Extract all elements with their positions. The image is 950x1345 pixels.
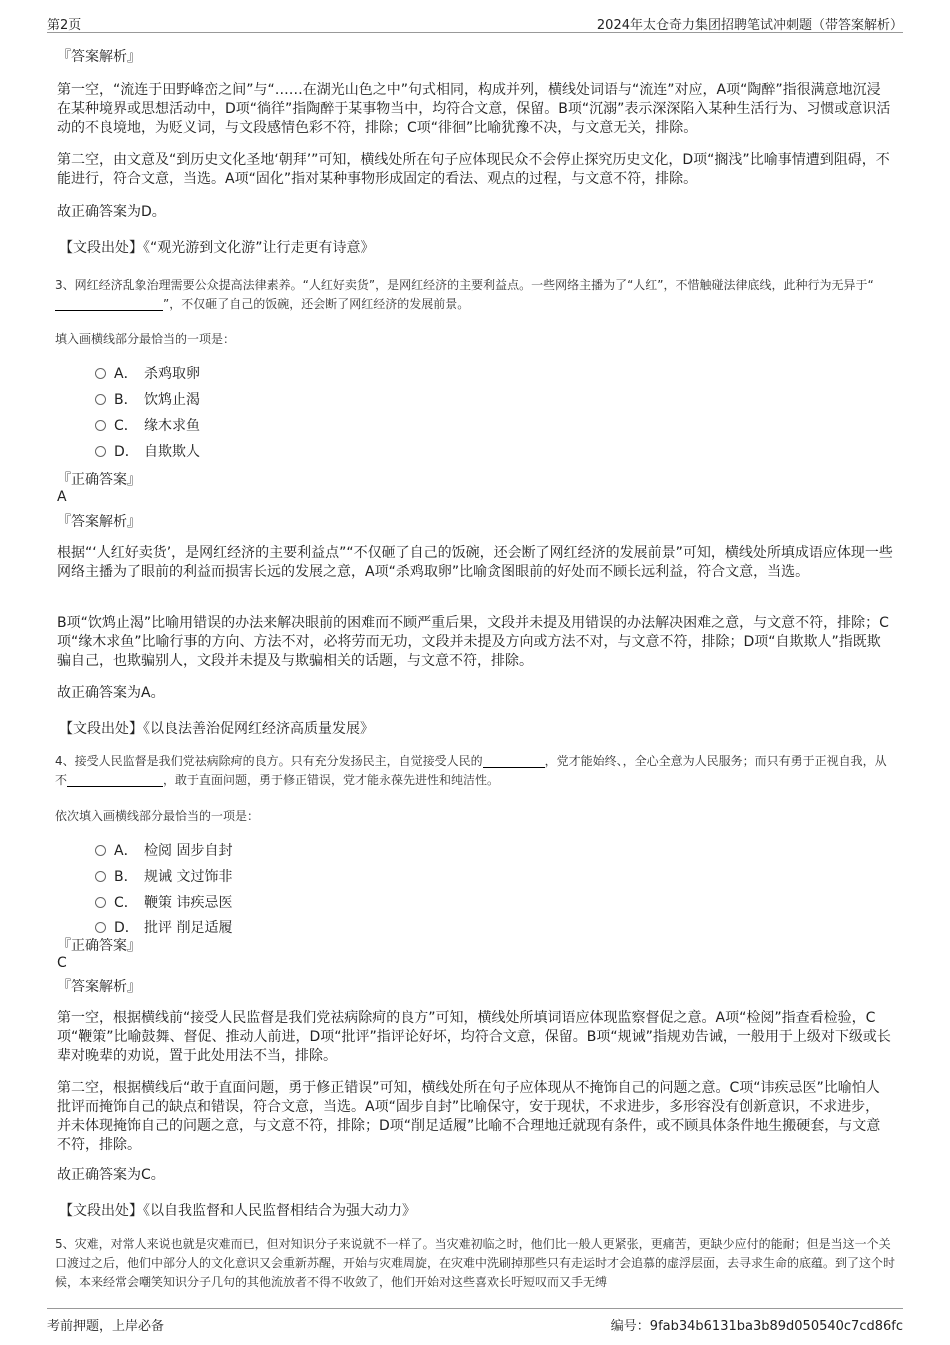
radio-icon[interactable] xyxy=(95,368,106,379)
q3-answer-label: 『正确答案』 xyxy=(57,472,141,488)
q4-analysis-para1: 第一空，根据横线前“接受人民监督是我们党祛病除疴的良方”可知，横线处所填词语应体现监察督促之意。A项“检阅”指查看检验，C项“鞭策”比喻鼓舞、督促、推动人前进，D项“批评”指评论好坏，均符合文意，保留。B项“规诫”指规劝告诫，一般用于上级对下级或长辈对晚辈的劝说，置于此处用法不当，排除。 xyxy=(57,1010,891,1064)
q4-answer: C xyxy=(57,955,67,971)
q5-stem: 5、灾难，对常人来说也就是灾难而已，但对知识分子来说就不一样了。当灾难初临之时，他们比一般人更紧张，更痛苦，更缺少应付的能耐；但是当这一个关口渡过之后，他们中部分人的文化意识又会重新苏醒，开始与灾难周旋，在灾难中洗刷掉那些只有走运时才会追慕的虚浮层面，去寻求生命的底蕴。到了这个时候，本来经常会嘲笑知识分子几句的其他流放者不得不收敛了，他们开始对这些喜欢长吁短叹而又手无缚 xyxy=(55,1237,896,1289)
q4-conclusion: 故正确答案为C。 xyxy=(57,1167,165,1183)
q3-option-a[interactable]: A． 杀鸡取卵 xyxy=(95,364,200,384)
q4-analysis-label: 『答案解析』 xyxy=(57,979,141,995)
radio-icon[interactable] xyxy=(95,871,106,882)
q3-blank xyxy=(55,298,163,311)
document-title: 2024年太仓奇力集团招聘笔试冲刺题（带答案解析） xyxy=(596,18,903,33)
q3-analysis-para1: 根据“‘人红好卖货’，是网红经济的主要利益点”“不仅砸了自己的饭碗，还会断了网红经济的发展前景”可知，横线处所填成语应体现一些网络主播为了眼前的利益而损害长远的发展之意，A项“杀鸡取卵”比喻贪图眼前的好处而不顾长远利益，符合文意，当选。 xyxy=(57,545,893,580)
q3-stem-part1: 3、网红经济乱象治理需要公众提高法律素养。“人红好卖货”，是网红经济的主要利益点。一些网络主播为了“人红”，不惜触碰法律底线，此种行为无异于“ xyxy=(55,278,874,292)
q2-analysis-label: 『答案解析』 xyxy=(57,49,141,65)
q3-answer: A xyxy=(57,489,67,505)
q3-instruction: 填入画横线部分最恰当的一项是： xyxy=(55,332,236,346)
q4-answer-label: 『正确答案』 xyxy=(57,938,141,954)
page-number: 第2页 xyxy=(47,18,82,33)
q3-option-b[interactable]: B． 饮鸩止渴 xyxy=(95,390,200,410)
q2-analysis-para2: 第二空，由文意及“到历史文化圣地‘朝拜’”可知，横线处所在句子应体现民众不会停止探究历史文化，D项“搁浅”比喻事情遭到阻碍，不能进行，符合文意，当选。A项“固化”指对某种事物形成固定的看法、观点的过程，与文意不符，排除。 xyxy=(57,152,890,187)
radio-icon[interactable] xyxy=(95,446,106,457)
q3-option-c[interactable]: C． 缘木求鱼 xyxy=(95,416,200,436)
q4-blank-1 xyxy=(483,755,545,768)
q4-stem xyxy=(55,752,897,790)
q3-option-d[interactable]: D． 自欺欺人 xyxy=(95,442,200,462)
q3-stem-part2: ”，不仅砸了自己的饭碗，还会断了网红经济的发展前景。 xyxy=(163,297,470,311)
q3-stem xyxy=(55,276,897,314)
q4-option-b[interactable]: B． 规诫 文过饰非 xyxy=(95,867,232,887)
radio-icon[interactable] xyxy=(95,394,106,405)
q3-analysis-para2: B项“饮鸩止渴”比喻用错误的办法来解决眼前的困难而不顾严重后果，文段并未提及用错误的办法解决困难之意，与文意不符，排除；C项“缘木求鱼”比喻行事的方向、方法不对，必将劳而无功，文段并未提及方向或方法不对，与文意不符，排除；D项“自欺欺人”指既欺骗自己，也欺骗别人，文段并未提及与欺骗相关的话题，与文意不符，排除。 xyxy=(57,615,889,669)
q4-instruction: 依次填入画横线部分最恰当的一项是： xyxy=(55,809,260,823)
q3-analysis-label: 『答案解析』 xyxy=(57,514,141,530)
q4-option-a[interactable]: A． 检阅 固步自封 xyxy=(95,841,232,861)
q2-analysis-para1: 第一空，“流连于田野峰峦之间”与“……在湖光山色之中”句式相同，构成并列，横线处词语与“流连”对应，A项“陶醉”指很满意地沉浸在某种境界或思想活动中，D项“徜徉”指陶醉于某事物当中，均符合文意，保留。B项“沉溺”表示深深陷入某种生活行为、习惯或意识活动的不良境地，为贬义词，与文段感情色彩不符，排除；C项“徘徊”比喻犹豫不决，与文意无关，排除。 xyxy=(57,82,891,136)
q3-conclusion: 故正确答案为A。 xyxy=(57,685,165,701)
footer-slogan: 考前押题，上岸必备 xyxy=(47,1319,165,1334)
q3-source: 【文段出处】《以良法善治促网红经济高质量发展》 xyxy=(59,721,374,737)
q4-option-d[interactable]: D． 批评 削足适履 xyxy=(95,918,232,938)
radio-icon[interactable] xyxy=(95,922,106,933)
q4-analysis-para2: 第二空，根据横线后“敢于直面问题，勇于修正错误”可知，横线处所在句子应体现从不掩饰自己的问题之意。C项“讳疾忌医”比喻怕人批评而掩饰自己的缺点和错误，符合文意，当选。A项“固步自封”比喻保守，安于现状，不求进步，多形容没有创新意识，不求进步，并未体现掩饰自己的问题之意，与文意不符，排除；D项“削足适履”比喻不合理地迁就现有条件，或不顾具体条件地生搬硬套，与文意不符，排除。 xyxy=(57,1080,881,1153)
document-id: 编号：9fab34b6131ba3b89d050540c7cd86fc xyxy=(610,1319,903,1334)
q4-source: 【文段出处】《以自我监督和人民监督相结合为强大动力》 xyxy=(59,1203,416,1219)
q4-stem-part3: ，敢于直面问题，勇于修正错误，党才能永葆先进性和纯洁性。 xyxy=(163,773,500,787)
q2-source: 【文段出处】《“观光游到文化游”让行走更有诗意》 xyxy=(59,240,375,256)
q4-blank-2 xyxy=(67,774,163,787)
radio-icon[interactable] xyxy=(95,897,106,908)
page-footer xyxy=(47,1308,903,1333)
q4-stem-part1: 4、接受人民监督是我们党祛病除疴的良方。只有充分发扬民主，自觉接受人民的 xyxy=(55,754,483,768)
page-header xyxy=(47,10,903,33)
q2-conclusion: 故正确答案为D。 xyxy=(57,204,166,220)
q4-stem-part2: ，党才能始终、，全心全意为人民服务；而只有勇于正视自我，从不 xyxy=(55,754,887,787)
radio-icon[interactable] xyxy=(95,420,106,431)
q4-option-c[interactable]: C． 鞭策 讳疾忌医 xyxy=(95,893,232,913)
radio-icon[interactable] xyxy=(95,845,106,856)
